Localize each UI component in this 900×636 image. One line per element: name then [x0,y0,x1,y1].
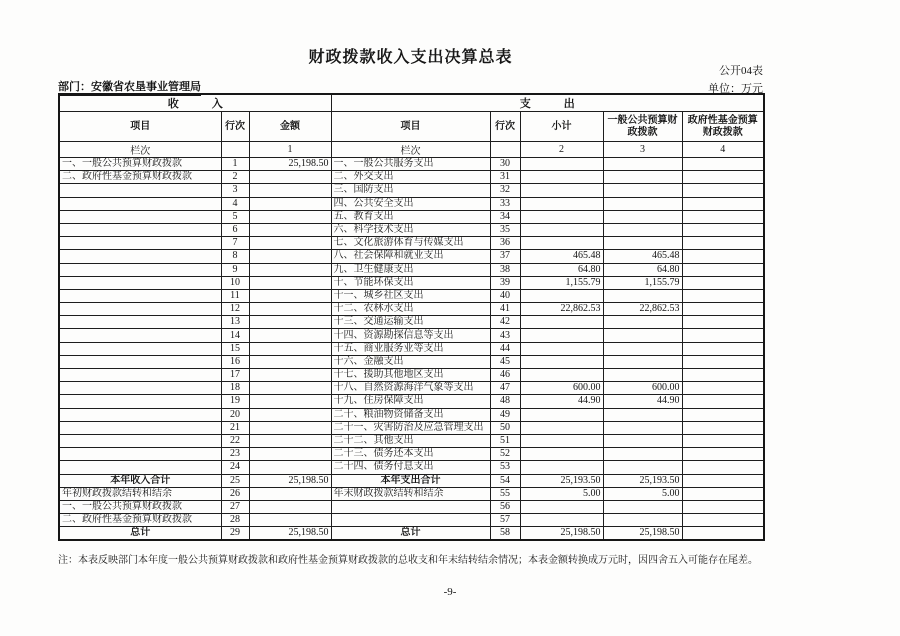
table-row [59,303,764,316]
expense-item-cell: 二十、粮油物资储备支出 [331,408,490,421]
income-item-cell [59,382,221,395]
income-amount-cell [249,434,331,447]
income-amount-cell [249,342,331,355]
page-number: -9- [443,586,457,598]
footnote: 注：本表反映部门本年度一般公共预算财政拨款和政府性基金预算财政拨款的总收支和年末结转结余情况；本表金额转换成万元时，因四舍五入可能存在尾差。 [58,555,758,566]
income-item-cell [59,210,221,223]
income-item-cell [59,369,221,382]
lanci-col-4: 4 [682,142,764,158]
expense-general-budget-cell [603,197,682,210]
lanci-expense-line-blank [490,142,520,158]
expense-subtotal-cell: 600.00 [520,382,603,395]
income-line-cell: 13 [221,316,249,329]
expense-item-cell: 十六、金融支出 [331,355,490,368]
expense-fund-budget-cell [682,474,764,487]
expense-fund-budget-cell [682,184,764,197]
expense-subtotal-cell: 25,198.50 [520,527,603,541]
table-row [59,210,764,223]
income-line-cell: 1 [221,158,249,171]
income-item-cell [59,289,221,302]
fiscal-summary-table [58,93,765,541]
expense-subtotal-cell [520,369,603,382]
expense-fund-budget-cell [682,342,764,355]
expense-fund-budget-cell [682,250,764,263]
expense-fund-budget-cell [682,395,764,408]
expense-general-budget-cell: 25,198.50 [603,527,682,541]
income-amount-cell [249,369,331,382]
expense-general-budget-cell [603,316,682,329]
table-row [59,382,764,395]
lanci-income-line-blank [221,142,249,158]
expense-fund-budget-cell [682,289,764,302]
expense-item-cell: 十一、城乡社区支出 [331,289,490,302]
income-amount-cell [249,329,331,342]
section-header-row [59,94,764,112]
expense-fund-budget-cell [682,276,764,289]
col-header-expense-line: 行次 [490,112,520,142]
income-line-cell: 14 [221,329,249,342]
col-header-income-amount: 金额 [249,112,331,142]
expense-item-cell [331,500,490,513]
expense-line-cell: 52 [490,448,520,461]
lanci-col-3: 3 [603,142,682,158]
expense-line-cell: 31 [490,171,520,184]
expense-subtotal-cell [520,184,603,197]
income-line-cell: 6 [221,223,249,236]
expense-item-cell: 二十四、债务付息支出 [331,461,490,474]
income-line-cell: 5 [221,210,249,223]
unit-label: 单位：万元 [708,83,763,95]
expense-item-cell: 十八、自然资源海洋气象等支出 [331,382,490,395]
expense-subtotal-cell: 64.80 [520,263,603,276]
income-amount-cell: 25,198.50 [249,527,331,541]
expense-general-budget-cell [603,500,682,513]
income-section-header: 收 入 [59,94,331,112]
table-row [59,197,764,210]
income-amount-cell: 25,198.50 [249,474,331,487]
income-amount-cell [249,448,331,461]
expense-subtotal-cell [520,500,603,513]
table-row [59,171,764,184]
expense-line-cell: 46 [490,369,520,382]
expense-line-cell: 41 [490,303,520,316]
income-amount-cell [249,276,331,289]
expense-fund-budget-cell [682,514,764,527]
table-row [59,474,764,487]
expense-item-cell: 二十三、债务还本支出 [331,448,490,461]
expense-fund-budget-cell [682,527,764,541]
expense-section-header: 支 出 [331,94,764,112]
lanci-row [59,142,764,158]
expense-line-cell: 38 [490,263,520,276]
col-header-general-budget: 一般公共预算财政拨款 [603,112,682,142]
income-item-cell [59,303,221,316]
expense-item-cell: 四、公共安全支出 [331,197,490,210]
income-line-cell: 3 [221,184,249,197]
expense-general-budget-cell [603,223,682,236]
expense-item-cell: 十二、农林水支出 [331,303,490,316]
expense-subtotal-cell: 25,193.50 [520,474,603,487]
expense-line-cell: 47 [490,382,520,395]
income-item-cell [59,408,221,421]
table-row [59,158,764,171]
income-line-cell: 2 [221,171,249,184]
income-amount-cell [249,382,331,395]
expense-subtotal-cell [520,434,603,447]
income-line-cell: 24 [221,461,249,474]
expense-subtotal-cell: 1,155.79 [520,276,603,289]
income-item-cell: 二、政府性基金预算财政拨款 [59,514,221,527]
income-item-cell [59,342,221,355]
expense-general-budget-cell [603,355,682,368]
income-amount-cell [249,514,331,527]
expense-fund-budget-cell [682,421,764,434]
income-item-cell: 年初财政拨款结转和结余 [59,487,221,500]
expense-subtotal-cell: 22,862.53 [520,303,603,316]
expense-fund-budget-cell [682,237,764,250]
expense-general-budget-cell [603,408,682,421]
income-amount-cell [249,263,331,276]
income-line-cell: 23 [221,448,249,461]
expense-fund-budget-cell [682,369,764,382]
income-item-cell [59,184,221,197]
expense-line-cell: 40 [490,289,520,302]
expense-item-cell: 六、科学技术支出 [331,223,490,236]
income-line-cell: 27 [221,500,249,513]
expense-fund-budget-cell [682,197,764,210]
expense-item-cell: 十、节能环保支出 [331,276,490,289]
table-row [59,289,764,302]
expense-item-cell: 十七、援助其他地区支出 [331,369,490,382]
expense-item-cell: 七、文化旅游体育与传媒支出 [331,237,490,250]
expense-fund-budget-cell [682,316,764,329]
expense-subtotal-cell [520,342,603,355]
expense-general-budget-cell: 44.90 [603,395,682,408]
table-code: 公开04表 [719,65,763,77]
expense-fund-budget-cell [682,408,764,421]
income-amount-cell [249,500,331,513]
table-row [59,223,764,236]
expense-line-cell: 32 [490,184,520,197]
expense-general-budget-cell [603,210,682,223]
expense-line-cell: 30 [490,158,520,171]
expense-item-cell: 二十一、灾害防治及应急管理支出 [331,421,490,434]
expense-subtotal-cell [520,421,603,434]
expense-line-cell: 33 [490,197,520,210]
expense-line-cell: 58 [490,527,520,541]
expense-fund-budget-cell [682,303,764,316]
table-row [59,514,764,527]
income-line-cell: 16 [221,355,249,368]
income-item-cell [59,223,221,236]
expense-subtotal-cell [520,171,603,184]
income-line-cell: 20 [221,408,249,421]
income-item-cell [59,263,221,276]
income-amount-cell [249,237,331,250]
income-line-cell: 29 [221,527,249,541]
income-item-cell [59,461,221,474]
table-row [59,421,764,434]
expense-line-cell: 37 [490,250,520,263]
income-amount-cell [249,197,331,210]
col-header-income-item: 项目 [59,112,221,142]
expense-fund-budget-cell [682,434,764,447]
income-line-cell: 7 [221,237,249,250]
expense-item-cell: 十九、住房保障支出 [331,395,490,408]
expense-line-cell: 39 [490,276,520,289]
expense-general-budget-cell [603,342,682,355]
col-header-expense-item: 项目 [331,112,490,142]
expense-subtotal-cell [520,316,603,329]
income-amount-cell [249,355,331,368]
income-amount-cell [249,171,331,184]
income-amount-cell [249,303,331,316]
expense-line-cell: 50 [490,421,520,434]
income-amount-cell [249,289,331,302]
expense-general-budget-cell [603,329,682,342]
expense-fund-budget-cell [682,329,764,342]
income-item-cell [59,276,221,289]
expense-line-cell: 43 [490,329,520,342]
expense-item-cell: 十三、交通运输支出 [331,316,490,329]
income-item-cell [59,434,221,447]
expense-item-cell: 三、国防支出 [331,184,490,197]
expense-item-cell: 五、教育支出 [331,210,490,223]
table-body [59,158,764,541]
income-line-cell: 26 [221,487,249,500]
expense-line-cell: 54 [490,474,520,487]
expense-general-budget-cell [603,369,682,382]
income-item-cell [59,237,221,250]
col-header-income-line: 行次 [221,112,249,142]
expense-item-cell [331,514,490,527]
expense-fund-budget-cell [682,382,764,395]
table-row [59,329,764,342]
expense-item-cell: 十四、资源勘探信息等支出 [331,329,490,342]
income-item-cell [59,329,221,342]
table-row [59,461,764,474]
income-item-cell [59,197,221,210]
expense-fund-budget-cell [682,223,764,236]
expense-line-cell: 44 [490,342,520,355]
income-amount-cell [249,421,331,434]
expense-general-budget-cell [603,237,682,250]
table-row [59,369,764,382]
lanci-expense-label: 栏次 [331,142,490,158]
income-item-cell [59,395,221,408]
expense-fund-budget-cell [682,210,764,223]
income-item-cell: 二、政府性基金预算财政拨款 [59,171,221,184]
table-row [59,184,764,197]
expense-line-cell: 36 [490,237,520,250]
expense-fund-budget-cell [682,171,764,184]
expense-fund-budget-cell [682,158,764,171]
expense-general-budget-cell: 25,193.50 [603,474,682,487]
income-line-cell: 22 [221,434,249,447]
expense-general-budget-cell: 600.00 [603,382,682,395]
expense-item-cell: 总计 [331,527,490,541]
expense-subtotal-cell: 465.48 [520,250,603,263]
expense-item-cell: 八、社会保障和就业支出 [331,250,490,263]
expense-fund-budget-cell [682,500,764,513]
expense-line-cell: 45 [490,355,520,368]
expense-subtotal-cell [520,329,603,342]
table-row [59,316,764,329]
income-amount-cell [249,408,331,421]
table-row [59,500,764,513]
table-row [59,448,764,461]
expense-fund-budget-cell [682,263,764,276]
expense-fund-budget-cell [682,461,764,474]
income-amount-cell [249,487,331,500]
expense-general-budget-cell [603,514,682,527]
expense-line-cell: 34 [490,210,520,223]
expense-subtotal-cell [520,158,603,171]
expense-subtotal-cell [520,514,603,527]
income-amount-cell [249,223,331,236]
expense-item-cell: 二、外交支出 [331,171,490,184]
income-line-cell: 8 [221,250,249,263]
lanci-income-label: 栏次 [59,142,221,158]
income-item-cell [59,421,221,434]
income-amount-cell [249,210,331,223]
page-title: 财政拨款收入支出决算总表 [308,47,513,66]
income-line-cell: 11 [221,289,249,302]
income-amount-cell [249,461,331,474]
table-row [59,527,764,541]
table-row [59,355,764,368]
expense-subtotal-cell [520,210,603,223]
income-amount-cell [249,250,331,263]
table-row [59,487,764,500]
income-line-cell: 9 [221,263,249,276]
income-line-cell: 15 [221,342,249,355]
income-line-cell: 10 [221,276,249,289]
income-line-cell: 18 [221,382,249,395]
expense-fund-budget-cell [682,355,764,368]
expense-general-budget-cell [603,289,682,302]
income-item-cell: 总计 [59,527,221,541]
income-line-cell: 19 [221,395,249,408]
table-row [59,250,764,263]
income-item-cell [59,355,221,368]
income-amount-cell [249,184,331,197]
col-header-fund-budget: 政府性基金预算财政拨款 [682,112,764,142]
expense-general-budget-cell [603,448,682,461]
income-item-cell [59,448,221,461]
expense-line-cell: 42 [490,316,520,329]
income-line-cell: 28 [221,514,249,527]
expense-general-budget-cell [603,421,682,434]
expense-line-cell: 55 [490,487,520,500]
expense-subtotal-cell [520,289,603,302]
expense-general-budget-cell: 1,155.79 [603,276,682,289]
expense-general-budget-cell [603,158,682,171]
income-amount-cell [249,316,331,329]
expense-line-cell: 35 [490,223,520,236]
expense-item-cell: 十五、商业服务业等支出 [331,342,490,355]
expense-item-cell: 九、卫生健康支出 [331,263,490,276]
expense-general-budget-cell [603,461,682,474]
expense-subtotal-cell [520,461,603,474]
expense-subtotal-cell [520,237,603,250]
expense-subtotal-cell [520,355,603,368]
expense-line-cell: 51 [490,434,520,447]
column-header-row [59,112,764,142]
expense-item-cell: 一、一般公共服务支出 [331,158,490,171]
expense-fund-budget-cell [682,448,764,461]
expense-general-budget-cell: 22,862.53 [603,303,682,316]
income-line-cell: 4 [221,197,249,210]
table-row [59,395,764,408]
income-item-cell [59,316,221,329]
expense-subtotal-cell [520,223,603,236]
expense-line-cell: 48 [490,395,520,408]
expense-line-cell: 56 [490,500,520,513]
expense-general-budget-cell [603,171,682,184]
lanci-col-2: 2 [520,142,603,158]
expense-general-budget-cell: 465.48 [603,250,682,263]
expense-line-cell: 53 [490,461,520,474]
expense-line-cell: 49 [490,408,520,421]
income-line-cell: 17 [221,369,249,382]
col-header-expense-subtotal: 小计 [520,112,603,142]
expense-subtotal-cell [520,408,603,421]
expense-subtotal-cell: 44.90 [520,395,603,408]
income-amount-cell: 25,198.50 [249,158,331,171]
table-row [59,408,764,421]
table-row [59,342,764,355]
income-item-cell [59,250,221,263]
income-item-cell: 本年收入合计 [59,474,221,487]
expense-line-cell: 57 [490,514,520,527]
lanci-col-1: 1 [249,142,331,158]
expense-item-cell: 二十二、其他支出 [331,434,490,447]
table-row [59,276,764,289]
income-item-cell: 一、一般公共预算财政拨款 [59,500,221,513]
expense-general-budget-cell [603,184,682,197]
income-line-cell: 12 [221,303,249,316]
income-item-cell: 一、一般公共预算财政拨款 [59,158,221,171]
table-row [59,434,764,447]
table-row [59,237,764,250]
expense-general-budget-cell [603,434,682,447]
income-amount-cell [249,395,331,408]
income-line-cell: 21 [221,421,249,434]
expense-subtotal-cell: 5.00 [520,487,603,500]
department-label: 部门：安徽省农垦事业管理局 [58,78,201,96]
table-row [59,263,764,276]
expense-subtotal-cell [520,197,603,210]
expense-general-budget-cell: 5.00 [603,487,682,500]
expense-item-cell: 本年支出合计 [331,474,490,487]
income-line-cell: 25 [221,474,249,487]
expense-fund-budget-cell [682,487,764,500]
expense-item-cell: 年末财政拨款结转和结余 [331,487,490,500]
expense-general-budget-cell: 64.80 [603,263,682,276]
expense-subtotal-cell [520,448,603,461]
